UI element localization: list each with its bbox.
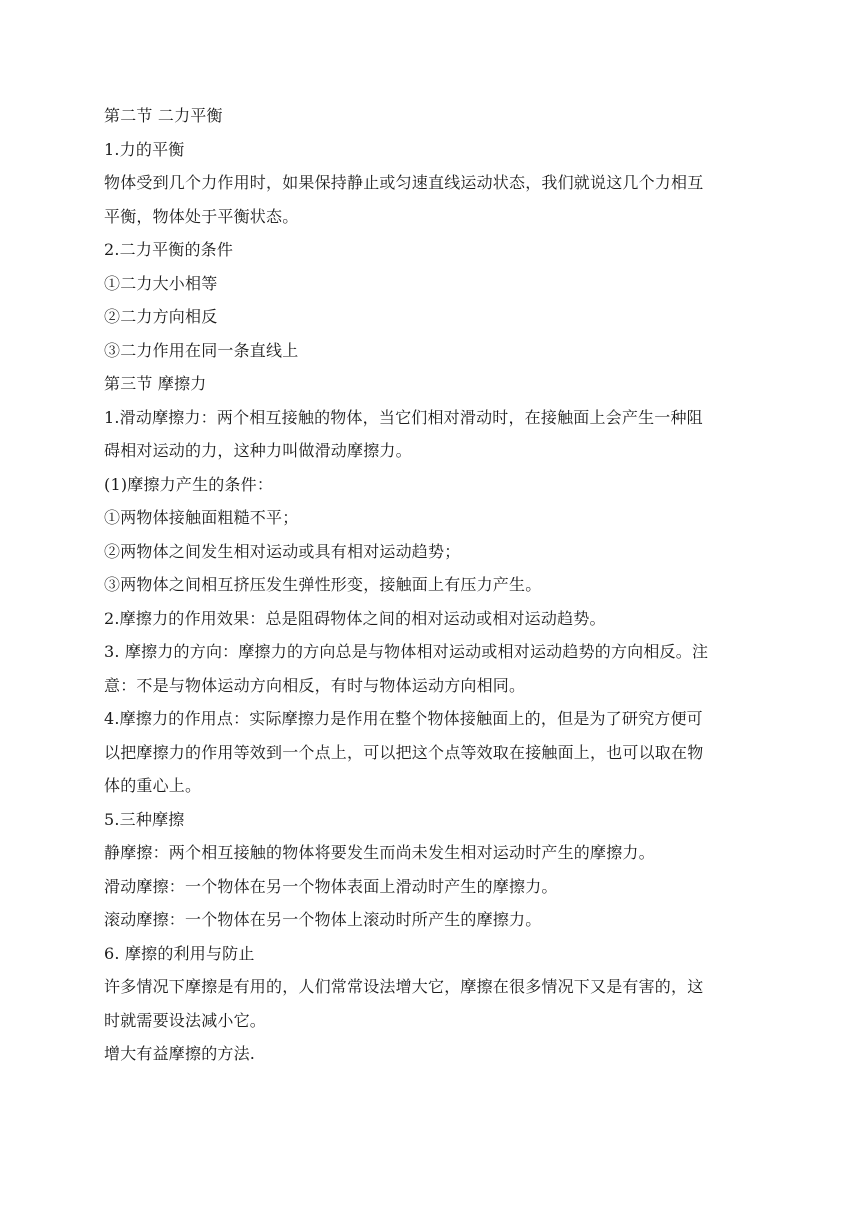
paragraph-line: 滚动摩擦：一个物体在另一个物体上滚动时所产生的摩擦力。 [104,910,542,929]
paragraph-line: 碍相对运动的力，这种力叫做滑动摩擦力。 [104,441,412,460]
list-item: ③两物体之间相互挤压发生弹性形变，接触面上有压力产生。 [104,575,542,594]
paragraph-line: 1.滑动摩擦力：两个相互接触的物体，当它们相对滑动时，在接触面上会产生一种阻 [104,407,703,427]
section-heading: 第二节 二力平衡 [104,106,223,125]
subheading: 2.二力平衡的条件 [104,240,234,259]
paragraph-line: 意：不是与物体运动方向相反，有时与物体运动方向相同。 [104,675,526,695]
paragraph-line: 4.摩擦力的作用点：实际摩擦力是作用在整个物体接触面上的，但是为了研究方便可 [104,709,703,728]
list-item: ③二力作用在同一条直线上 [104,340,299,360]
paragraph-line: 静摩擦：两个相互接触的物体将要发生而尚未发生相对运动时产生的摩擦力。 [104,843,655,862]
paragraph-line: 以把摩擦力的作用等效到一个点上，可以把这个点等效取在接触面上，也可以取在物 [104,742,704,762]
paragraph-line: 许多情况下摩擦是有用的，人们常常设法增大它，摩擦在很多情况下又是有害的，这 [104,977,704,996]
section-heading: 第三节 摩擦力 [104,374,207,393]
paragraph-line: 物体受到几个力作用时，如果保持静止或匀速直线运动状态，我们就说这几个力相互 [104,173,704,192]
subheading: 6. 摩擦的利用与防止 [104,943,255,963]
paragraph-line: 3. 摩擦力的方向：摩擦力的方向总是与物体相对运动或相对运动趋势的方向相反。注 [104,642,709,661]
paragraph-line: 增大有益摩擦的方法. [104,1044,256,1063]
list-item: ①二力大小相等 [104,273,218,293]
list-item: ②两物体之间发生相对运动或具有相对运动趋势； [104,541,461,561]
subheading: (1)摩擦力产生的条件： [104,474,274,494]
document-body [104,99,754,1071]
paragraph-line: 体的重心上。 [104,776,202,795]
paragraph-line: 滑动摩擦：一个物体在另一个物体表面上滑动时产生的摩擦力。 [104,876,558,896]
paragraph-line: 平衡，物体处于平衡状态。 [104,206,299,226]
subheading: 1.力的平衡 [104,139,185,159]
list-item: ②二力方向相反 [104,307,218,326]
subheading: 5.三种摩擦 [104,809,185,829]
paragraph-line: 时就需要设法减小它。 [104,1010,267,1030]
list-item: ①两物体接触面粗糙不平； [104,508,299,527]
paragraph-line: 2.摩擦力的作用效果：总是阻碍物体之间的相对运动或相对运动趋势。 [104,608,606,628]
